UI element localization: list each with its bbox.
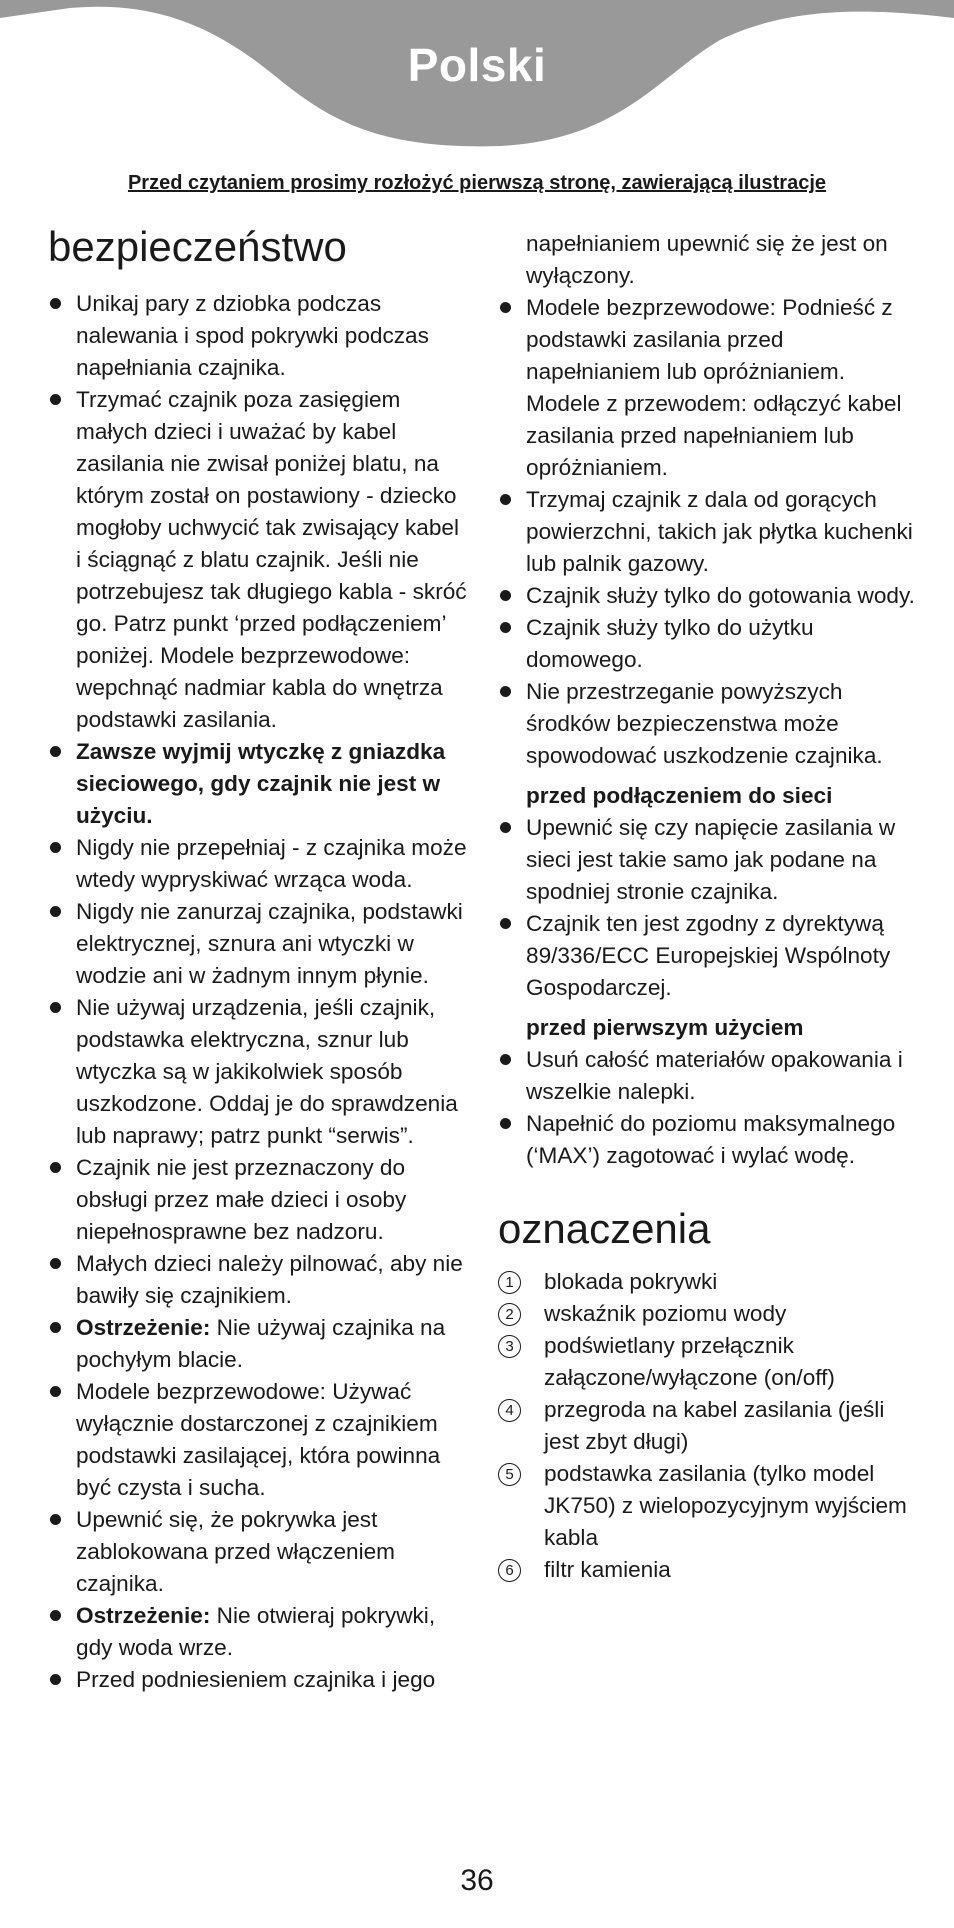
- right-column: [498, 228, 918, 1586]
- item-text: Czajnik służy tylko do gotowania wody.: [526, 583, 915, 608]
- bold-text: Ostrzeżenie:: [76, 1315, 211, 1341]
- item-text: Czajnik nie jest przeznaczony do obsługi przez małe dzieci i osoby niepełnosprawne bez nadzoru.: [76, 1155, 407, 1245]
- item-text: Nie otwieraj pokrywki, gdy woda wrze.: [76, 1603, 436, 1661]
- part-number: 5: [498, 1463, 521, 1486]
- before-connecting-heading: przed podłączeniem do sieci: [526, 783, 833, 808]
- before-connecting-list: [498, 812, 918, 1004]
- bullet-item: [498, 484, 918, 580]
- part-label: przegroda na kabel zasilania (jeśli jest zbyt długi): [544, 1397, 885, 1455]
- bullet-item: [498, 580, 918, 612]
- item-text: Nie używaj czajnika na pochyłym blacie.: [76, 1315, 446, 1373]
- bullet-item: [48, 288, 468, 384]
- item-text: Upewnić się, że pokrywka jest zablokowana przed włączeniem czajnika.: [76, 1507, 395, 1597]
- part-number: 1: [498, 1271, 521, 1294]
- item-text: Nie przestrzeganie powyższych środków bezpieczenstwa może spowodować uszkodzenie czajnika.: [526, 679, 883, 768]
- bullet-item: [48, 1600, 468, 1664]
- part-number: 3: [498, 1335, 521, 1358]
- item-text: Czajnik służy tylko do użytku domowego.: [526, 615, 814, 672]
- key-heading: oznaczenia: [498, 1205, 711, 1252]
- item-text: Napełnić do poziomu maksymalnego (‘MAX’) zagotować i wylać wodę.: [526, 1111, 896, 1168]
- item-text: Modele bezprzewodowe: Używać wyłącznie dostarczonej z czajnikiem podstawki zasilającej, która powinna być czysta i sucha.: [76, 1379, 441, 1501]
- item-text: Usuń całość materiałów opakowania i wszelkie nalepki.: [526, 1047, 903, 1104]
- left-column: [48, 224, 468, 1696]
- bullet-item: [48, 1152, 468, 1248]
- item-text: Czajnik ten jest zgodny z dyrektywą 89/336/ECC Europejskiej Wspólnoty Gospodarczej.: [526, 911, 891, 1000]
- part-item: [498, 1458, 918, 1554]
- bullet-item: [498, 676, 918, 772]
- item-text: Unikaj pary z dziobka podczas nalewania i spod pokrywki podczas napełniania czajnika.: [76, 291, 429, 381]
- safety-list-left: [48, 288, 468, 1696]
- bullet-item: [48, 736, 468, 832]
- bullet-item: [48, 992, 468, 1152]
- part-item: [498, 1330, 918, 1394]
- item-text: Trzymaj czajnik z dala od gorących powierzchni, takich jak płytka kuchenki lub palnik gazowy.: [526, 487, 913, 576]
- safety-heading: bezpieczeństwo: [48, 223, 347, 270]
- bullet-item: [48, 1248, 468, 1312]
- bullet-item: [48, 1664, 468, 1696]
- bullet-item: [48, 1504, 468, 1600]
- part-label: wskaźnik poziomu wody: [544, 1301, 787, 1327]
- bullet-item: [48, 896, 468, 992]
- before-first-use-list: [498, 1044, 918, 1172]
- part-number: 4: [498, 1399, 521, 1422]
- bold-text: Zawsze wyjmij wtyczkę z gniazdka sieciowego, gdy czajnik nie jest w użyciu.: [76, 739, 446, 829]
- item-text: Małych dzieci należy pilnować, aby nie bawiły się czajnikiem.: [76, 1251, 463, 1309]
- part-item: [498, 1394, 918, 1458]
- part-label: podstawka zasilania (tylko model JK750) z wielopozycyjnym wyjściem kabla: [544, 1461, 907, 1551]
- before-first-use-heading: przed pierwszym użyciem: [526, 1015, 804, 1040]
- part-label: filtr kamienia: [544, 1557, 671, 1583]
- part-number: 2: [498, 1303, 521, 1326]
- item-text: Trzymać czajnik poza zasięgiem małych dzieci i uważać by kabel zasilania nie zwisał poniżej blatu, na którym został on postawiony - dziecko mogłoby uchwycić tak zwisający kabel i ściągnąć z blatu czajnik. Jeśli nie potrzebujesz tak długiego kabla - skróć go. Patrz punkt ‘przed podłączeniem’ poniżej. Modele bezprzewodowe: wepchnąć nadmiar kabla do wnętrza podstawki zasilania.: [76, 387, 467, 733]
- bullet-item: [48, 832, 468, 896]
- item-text: Nigdy nie przepełniaj - z czajnika może wtedy wypryskiwać wrząca woda.: [76, 835, 467, 893]
- page-number: 36: [460, 1864, 494, 1897]
- item-text: Nie używaj urządzenia, jeśli czajnik, podstawka elektryczna, sznur lub wtyczka są w jakikolwiek sposób uszkodzone. Oddaj je do sprawdzenia lub naprawy; patrz punkt “serwis”.: [76, 995, 458, 1149]
- part-label: podświetlany przełącznik załączone/wyłączone (on/off): [544, 1333, 835, 1391]
- bullet-item: [498, 612, 918, 676]
- safety-list-right: [498, 292, 918, 772]
- bullet-item: [48, 1376, 468, 1504]
- bullet-item: [498, 812, 918, 908]
- bullet-item: [498, 908, 918, 1004]
- fold-out-notice: Przed czytaniem prosimy rozłożyć pierwszą stronę, zawierającą ilustracje: [127, 172, 827, 194]
- item-text: Upewnić się czy napięcie zasilania w sieci jest takie samo jak podane na spodniej stronie czajnika.: [526, 815, 896, 904]
- item-text: Nigdy nie zanurzaj czajnika, podstawki elektrycznej, sznura ani wtyczki w wodzie ani w żadnym innym płynie.: [76, 899, 463, 989]
- bullet-item: [498, 1044, 918, 1108]
- bullet-item: [48, 384, 468, 736]
- part-item: [498, 1298, 918, 1330]
- safety-continuation: napełnianiem upewnić się że jest on wyłączony.: [526, 231, 888, 288]
- part-item: [498, 1266, 918, 1298]
- item-text: Przed podniesieniem czajnika i jego: [76, 1667, 436, 1693]
- bullet-item: [48, 1312, 468, 1376]
- part-item: [498, 1554, 918, 1586]
- language-title: Polski: [407, 39, 547, 91]
- parts-key-list: [498, 1266, 918, 1586]
- item-text: Modele bezprzewodowe: Podnieść z podstawki zasilania przed napełnianiem lub opróżnianiem. Modele z przewodem: odłączyć kabel zasilania przed napełnianiem lub opróżnianiem.: [526, 295, 902, 480]
- bold-text: Ostrzeżenie:: [76, 1603, 211, 1629]
- bullet-item: [498, 292, 918, 484]
- part-number: 6: [498, 1559, 521, 1582]
- part-label: blokada pokrywki: [544, 1269, 718, 1295]
- bullet-item: [498, 1108, 918, 1172]
